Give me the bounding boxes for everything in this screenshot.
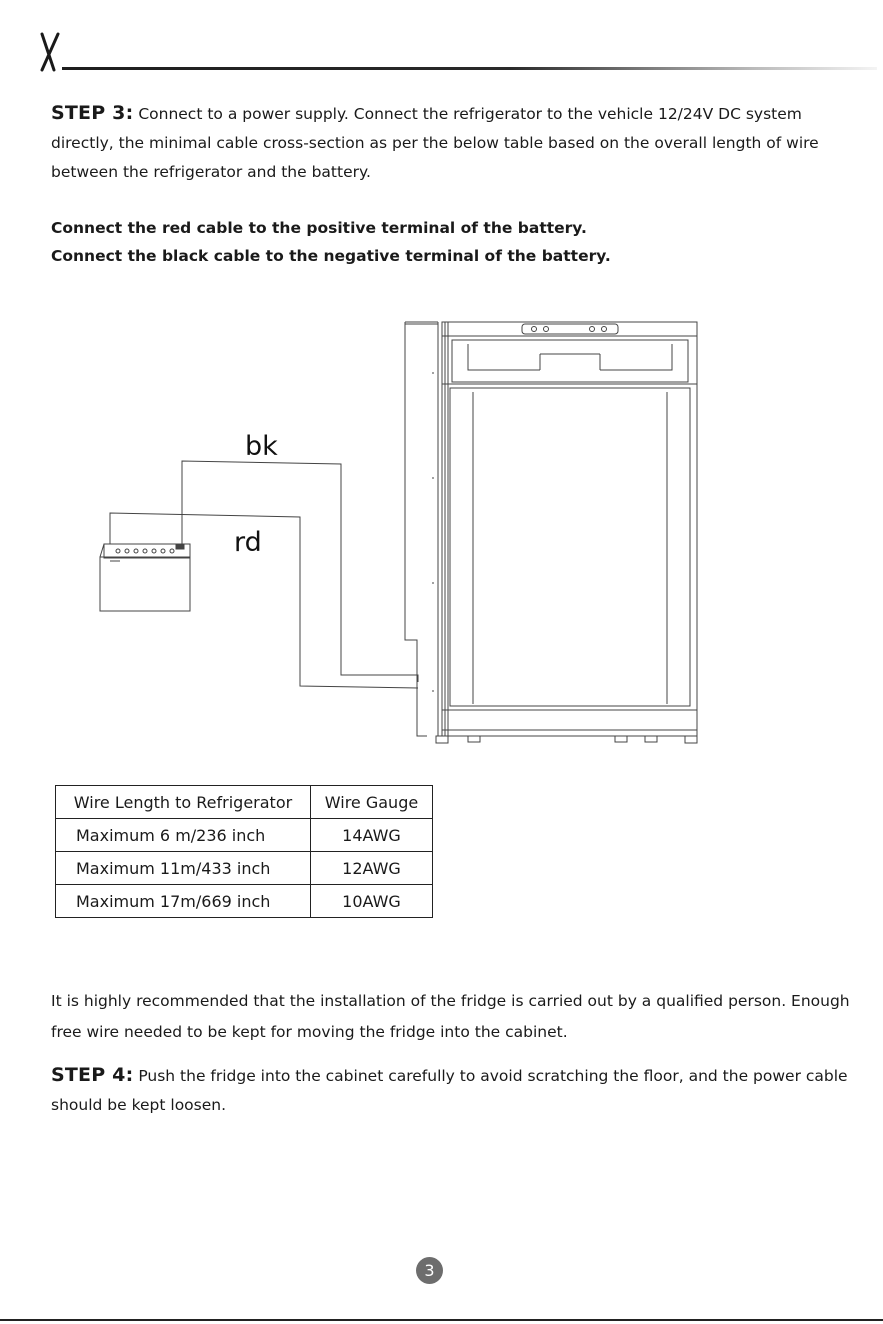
- red-cable-instruction: Connect the red cable to the positive terminal of the battery.: [51, 219, 587, 237]
- rd-wire-label: rd: [234, 527, 262, 558]
- cabinet-outline: [405, 322, 438, 736]
- table-header-row: [56, 786, 433, 819]
- wire-gauge-cell: 14AWG: [311, 819, 433, 852]
- wire-gauge-table: [55, 785, 433, 918]
- step4-text: Push the fridge into the cabinet carefully to avoid scratching the floor, and the power cable should be kept loosen.: [51, 1067, 848, 1114]
- bk-wire-label: bk: [245, 431, 278, 462]
- footer-rule: [0, 1319, 883, 1321]
- wire-length-cell: Maximum 6 m/236 inch: [56, 819, 311, 852]
- step4-label: STEP 4:: [51, 1064, 134, 1086]
- wire-length-cell: Maximum 17m/669 inch: [56, 885, 311, 918]
- rd-wire: [110, 513, 418, 688]
- table-row: [56, 819, 433, 852]
- table-row: [56, 885, 433, 918]
- wire-length-cell: Maximum 11m/433 inch: [56, 852, 311, 885]
- page-number: 3: [416, 1257, 443, 1284]
- step3-label: STEP 3:: [51, 102, 134, 124]
- header-rule: [62, 67, 877, 70]
- step3-paragraph: [51, 99, 861, 187]
- step4-paragraph: [51, 1061, 851, 1120]
- wiring-diagram: [90, 312, 710, 752]
- header-wire-gauge: Wire Gauge: [311, 786, 433, 819]
- step3-text: Connect to a power supply. Connect the refrigerator to the vehicle 12/24V DC system directly, the minimal cable cross-section as per the below table based on the overall length of wire between the refrigerator and the battery.: [51, 105, 819, 181]
- battery-illustration: [100, 544, 190, 611]
- installation-note: It is highly recommended that the installation of the fridge is carried out by a qualified person. Enough free wire needed to be kept for moving the fridge into the cabinet.: [51, 992, 850, 1041]
- brand-logo-icon: [36, 32, 76, 72]
- black-cable-instruction: Connect the black cable to the negative terminal of the battery.: [51, 247, 611, 265]
- table-row: [56, 852, 433, 885]
- refrigerator-illustration: [436, 322, 697, 743]
- wire-gauge-cell: 12AWG: [311, 852, 433, 885]
- wire-gauge-cell: 10AWG: [311, 885, 433, 918]
- header-wire-length: Wire Length to Refrigerator: [56, 786, 311, 819]
